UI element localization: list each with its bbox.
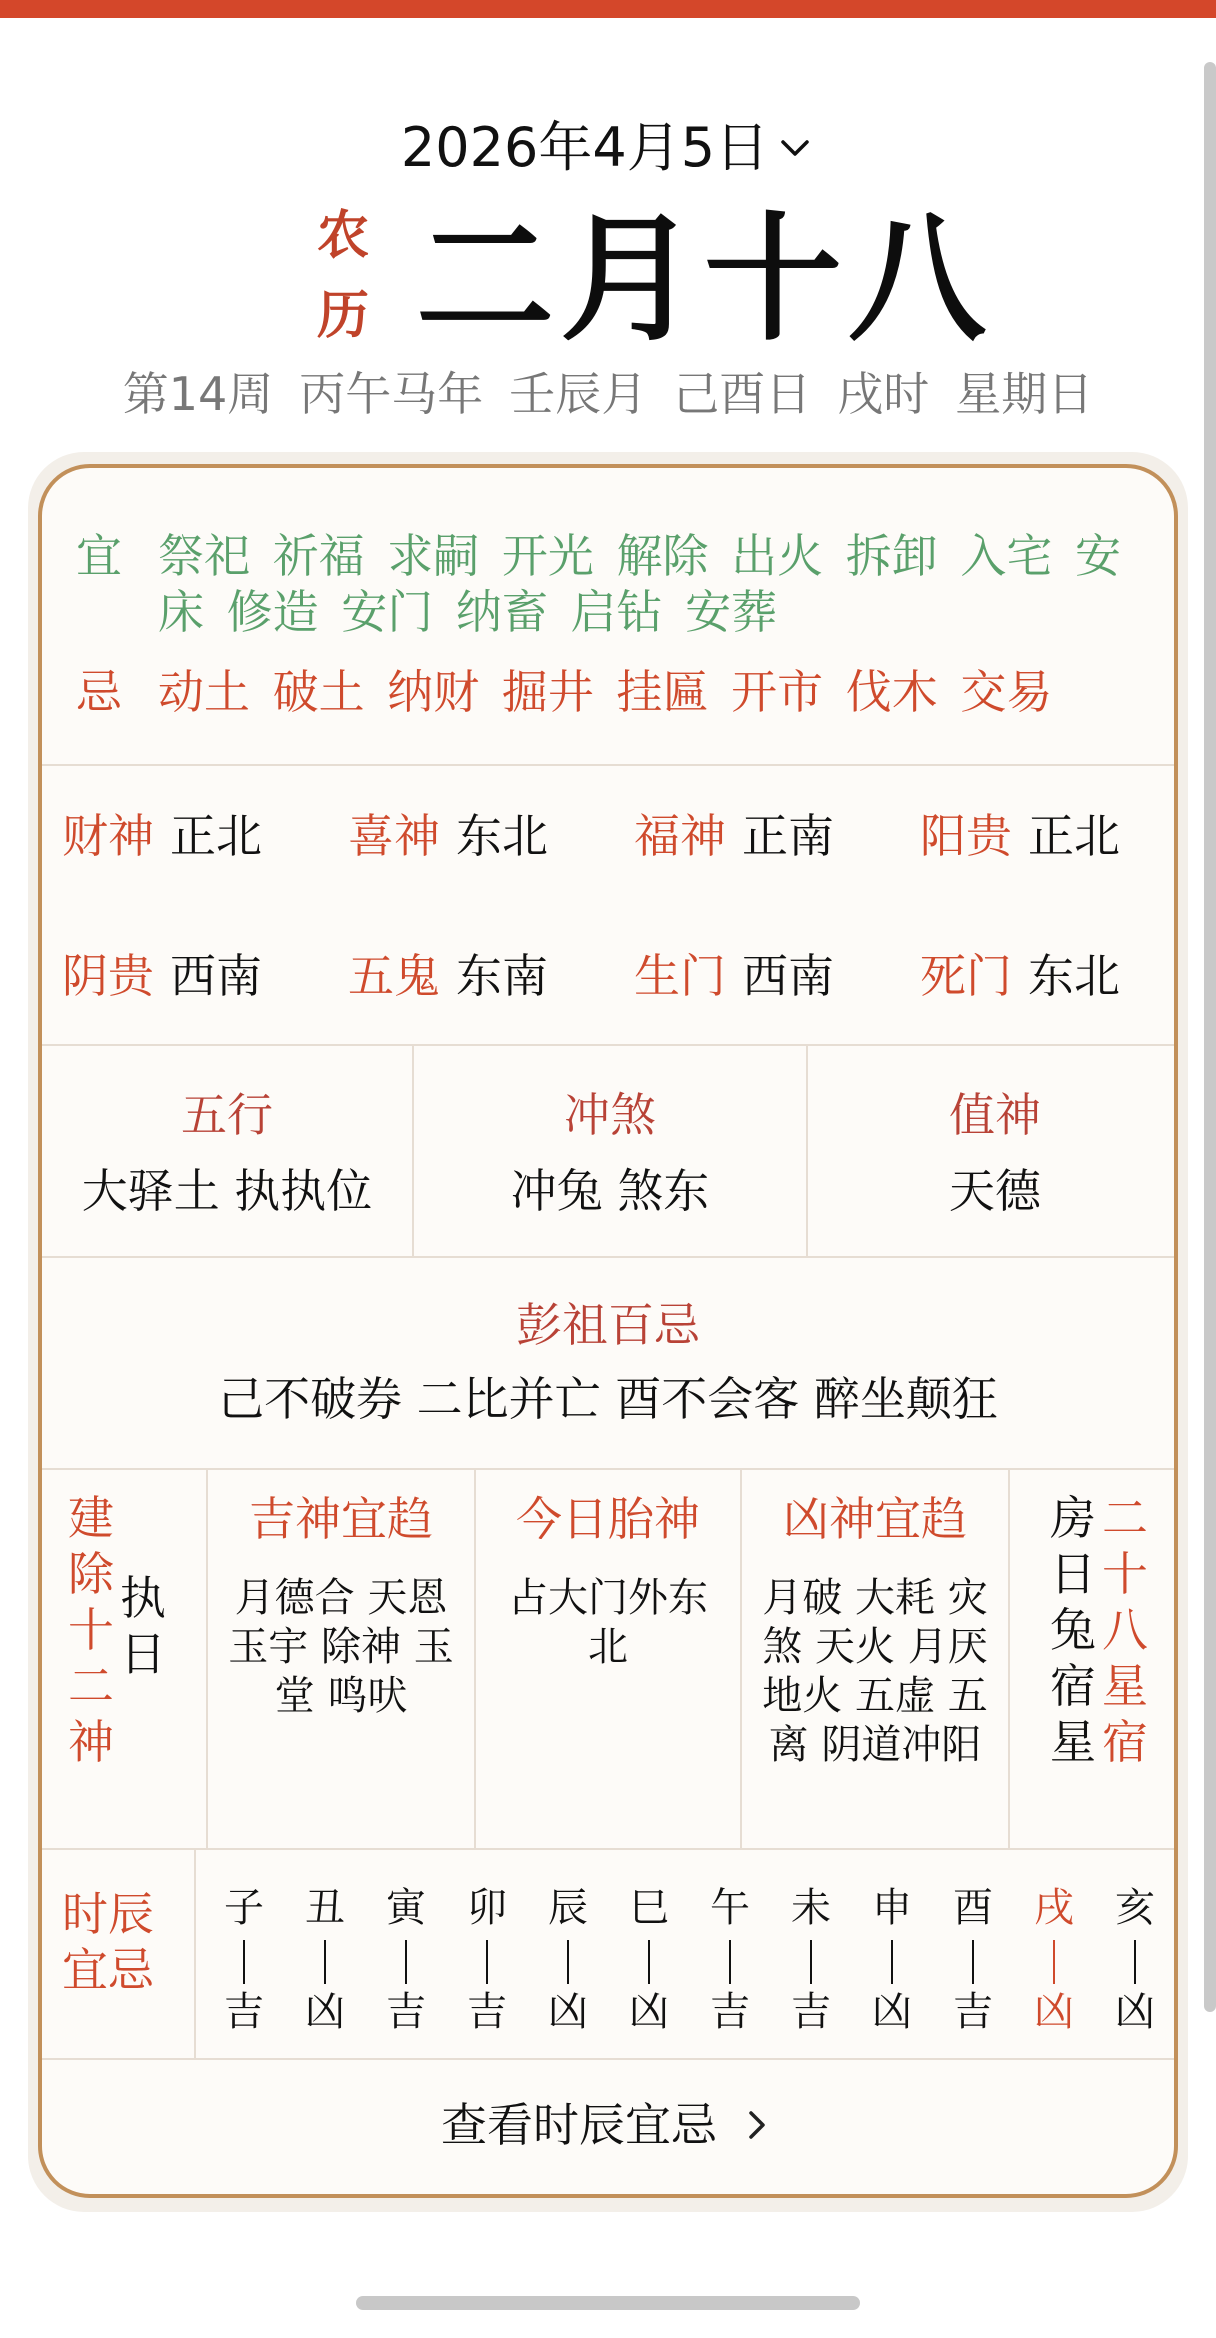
hour-name: 辰: [548, 1885, 588, 1931]
hour-connector: [972, 1940, 974, 1984]
hour-connector: [243, 1940, 245, 1984]
chongsha-value: 冲兔 煞东: [510, 1164, 710, 1218]
xiu-label: 二十八星宿: [1102, 1491, 1148, 1769]
shichen-section: [42, 1850, 1174, 2058]
god-direction: 正南: [742, 809, 834, 863]
lunar-date: 二月十八: [416, 199, 993, 360]
shen-grid: [42, 1470, 1174, 1848]
ji-label: 忌: [76, 665, 122, 719]
god-name: 死门: [920, 949, 1012, 1003]
hour-name: 戌: [1034, 1885, 1074, 1931]
shichen-label: 时辰宜忌: [62, 1887, 154, 1997]
home-indicator[interactable]: [356, 2296, 860, 2310]
hour-luck: 吉: [710, 1989, 750, 2035]
jianchu-value: 执日: [120, 1571, 166, 1681]
god-direction: 西南: [742, 949, 834, 1003]
god-direction: 东北: [1028, 949, 1120, 1003]
god-item: [348, 808, 548, 864]
pengzu-text: 己不破券 二比并亡 酉不会客 醉坐颠狂: [218, 1372, 998, 1426]
hour-name: 酉: [953, 1885, 993, 1931]
chevron-right-icon: [739, 2107, 775, 2143]
yi-label: 宜: [76, 529, 122, 583]
xiongshen-text: 月破 大耗 灾煞 天火 月厌 地火 五虚 五离 阴道冲阳: [762, 1575, 988, 1768]
hour-luck: 凶: [629, 1989, 669, 2035]
hour-connector: [810, 1940, 812, 1984]
pengzu-heading: 彭祖百忌: [516, 1298, 700, 1352]
hour-luck: 吉: [791, 1989, 831, 2035]
god-item: [920, 808, 1120, 864]
pengzu-section: [42, 1258, 1174, 1468]
hour-item: [781, 1884, 841, 2036]
hour-item: [862, 1884, 922, 2036]
god-item: [62, 808, 262, 864]
hour-item: [376, 1884, 436, 2036]
date-info-row: [0, 362, 1216, 426]
jishen-text: 月德合 天恩 玉宇 除神 玉堂 鸣吠: [228, 1575, 454, 1719]
hour-connector: [1053, 1940, 1055, 1984]
view-shichen-label: 查看时辰宜忌: [441, 2098, 717, 2152]
hour-item: [214, 1884, 274, 2036]
god-direction: 东南: [456, 949, 548, 1003]
hour-item: [700, 1884, 760, 2036]
date-selector[interactable]: [0, 112, 1216, 184]
chongsha-heading: 冲煞: [564, 1088, 656, 1142]
hour-name: 卯: [467, 1885, 507, 1931]
hour-name: 子: [224, 1885, 264, 1931]
date-label: 2026年4月5日: [400, 116, 770, 179]
ji-items: 动土 破土 纳财 掘井 挂匾 开市 伐木 交易: [158, 665, 1053, 719]
divider: [194, 1850, 196, 2058]
god-name: 阳贵: [920, 809, 1012, 863]
jishen-heading: 吉神宜趋: [249, 1492, 433, 1546]
hour-item: [538, 1884, 598, 2036]
hour-luck: 凶: [305, 1989, 345, 2035]
hour-luck: 吉: [386, 1989, 426, 2035]
scrollbar[interactable]: [1204, 62, 1216, 2012]
hour-connector: [486, 1940, 488, 1984]
god-direction: 正北: [1028, 809, 1120, 863]
hour-connector: [729, 1940, 731, 1984]
hour-connector: [405, 1940, 407, 1984]
almanac-card: [38, 464, 1178, 2198]
hour-name: 丑: [305, 1885, 345, 1931]
god-item: [634, 808, 834, 864]
hour-luck: 吉: [467, 1989, 507, 2035]
hour-name: 巳: [629, 1885, 669, 1931]
month-ganzhi: 壬辰月: [509, 367, 648, 421]
god-item: [348, 948, 548, 1004]
god-name: 喜神: [348, 809, 440, 863]
hour-luck: 凶: [872, 1989, 912, 2035]
view-shichen-link[interactable]: [42, 2060, 1174, 2198]
yi-ji-section: [42, 468, 1174, 764]
week-number: 第14周: [122, 367, 274, 421]
hour-item: [1024, 1884, 1084, 2036]
wuxing-value: 大驿土 执执位: [81, 1164, 373, 1218]
divider: [1008, 1470, 1010, 1848]
hour-luck: 凶: [548, 1989, 588, 2035]
hour-item: [295, 1884, 355, 2036]
yi-items: 祭祀 祈福 求嗣 开光 解除 出火 拆卸 入宅 安床 修造 安门 纳畜 启钻 安葬: [158, 529, 1121, 639]
hour-luck: 凶: [1034, 1989, 1074, 2035]
taishen-cell: [476, 1470, 740, 1672]
jishen-cell: [208, 1470, 474, 1721]
hour-name: 申: [872, 1885, 912, 1931]
god-item: [634, 948, 834, 1004]
chevron-down-icon: [775, 128, 815, 168]
hour-luck: 吉: [953, 1989, 993, 2035]
god-name: 福神: [634, 809, 726, 863]
zhishen-cell: [808, 1046, 1178, 1256]
hour-item: [1105, 1884, 1165, 2036]
hour-luck: 吉: [224, 1989, 264, 2035]
wuxing-cell: [42, 1046, 412, 1256]
hour-item: [457, 1884, 517, 2036]
hour-connector: [891, 1940, 893, 1984]
xiongshen-cell: [742, 1470, 1008, 1770]
taishen-text: 占大门外东北: [508, 1575, 708, 1670]
hour-name: 未: [791, 1885, 831, 1931]
hour-item: [619, 1884, 679, 2036]
hour-name: 午: [710, 1885, 750, 1931]
hour-ganzhi: 戌时: [837, 367, 930, 421]
wuxing-heading: 五行: [181, 1088, 273, 1142]
year-ganzhi: 丙午马年: [299, 367, 484, 421]
hour-connector: [1134, 1940, 1136, 1984]
hour-item: [943, 1884, 1003, 2036]
god-name: 五鬼: [348, 949, 440, 1003]
god-item: [920, 948, 1120, 1004]
xiongshen-heading: 凶神宜趋: [783, 1492, 967, 1546]
lunar-tag-char: 历: [316, 286, 369, 346]
god-name: 生门: [634, 949, 726, 1003]
chongsha-cell: [414, 1046, 806, 1256]
hour-name: 寅: [386, 1885, 426, 1931]
hour-luck: 凶: [1115, 1989, 1155, 2035]
god-item: [62, 948, 262, 1004]
hour-connector: [648, 1940, 650, 1984]
day-ganzhi: 己酉日: [673, 367, 812, 421]
taishen-heading: 今日胎神: [516, 1492, 700, 1546]
hour-name: 亥: [1115, 1885, 1155, 1931]
hour-connector: [567, 1940, 569, 1984]
zhishen-value: 天德: [949, 1164, 1041, 1218]
hour-connector: [324, 1940, 326, 1984]
jianchu-label: 建除十二神: [68, 1491, 114, 1769]
weekday: 星期日: [955, 367, 1094, 421]
god-name: 阴贵: [62, 949, 154, 1003]
lunar-tag-char: 农: [316, 206, 369, 266]
lunar-tag: [308, 196, 378, 356]
gods-directions: [42, 766, 1174, 1044]
zhishen-heading: 值神: [949, 1088, 1041, 1142]
xiu-value: 房日兔宿星: [1050, 1491, 1096, 1769]
god-name: 财神: [62, 809, 154, 863]
god-direction: 西南: [170, 949, 262, 1003]
top-accent-bar: [0, 0, 1216, 18]
god-direction: 东北: [456, 809, 548, 863]
god-direction: 正北: [170, 809, 262, 863]
